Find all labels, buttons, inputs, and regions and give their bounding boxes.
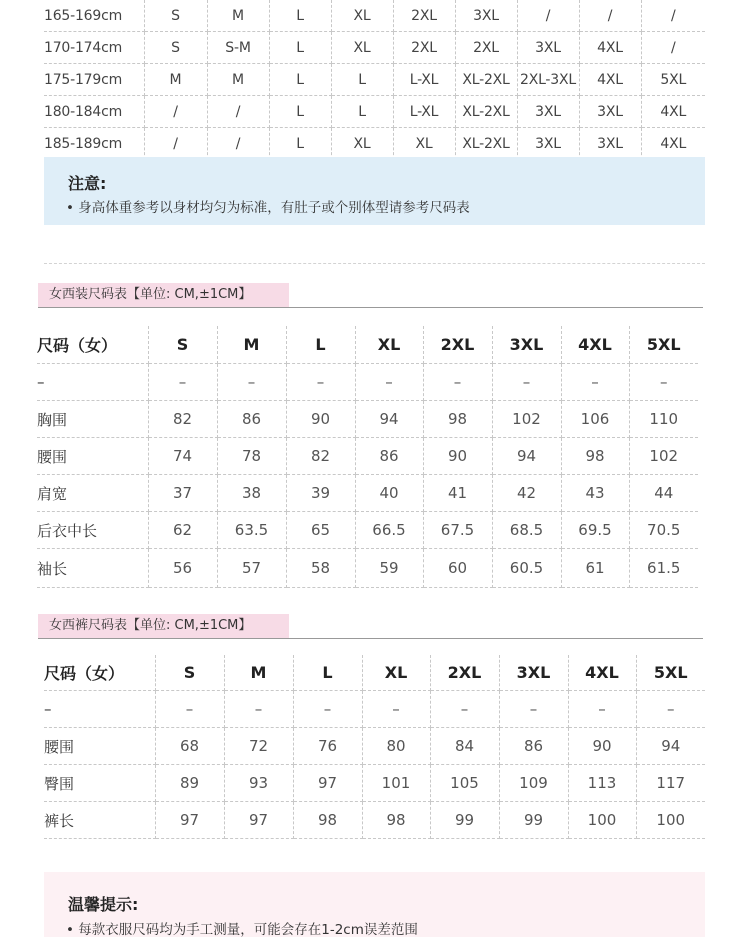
notice-box [44, 157, 705, 225]
table-cell: 175-179cm [44, 64, 144, 96]
table-cell: L [331, 64, 393, 96]
table-cell: 39 [286, 475, 355, 512]
table-cell: 102 [492, 401, 561, 438]
table-cell: – [362, 691, 430, 728]
table-cell: 78 [217, 438, 286, 475]
table-cell: 72 [224, 728, 293, 765]
table-cell: 109 [499, 765, 568, 802]
table-cell: – [629, 364, 698, 401]
table-cell: L [269, 96, 331, 128]
table-cell: 80 [362, 728, 430, 765]
table-cell: / [641, 32, 705, 64]
header-cell: M [217, 326, 286, 364]
table-row [44, 0, 705, 32]
section-divider [38, 638, 703, 639]
table-cell: 165-169cm [44, 0, 144, 32]
table-cell: 59 [355, 549, 423, 588]
table-cell: L [331, 96, 393, 128]
table-cell: / [517, 0, 579, 32]
table-cell: / [207, 128, 269, 160]
table-cell: 98 [423, 401, 492, 438]
table-cell: 110 [629, 401, 698, 438]
table-cell: 40 [355, 475, 423, 512]
table-cell: 66.5 [355, 512, 423, 549]
table-cell: – [217, 364, 286, 401]
table-cell: – [423, 364, 492, 401]
tips-box [44, 872, 705, 937]
header-cell: 3XL [499, 655, 568, 691]
table-cell: 腰围 [37, 438, 148, 475]
table-cell: 86 [217, 401, 286, 438]
header-cell: XL [355, 326, 423, 364]
table-cell: XL [331, 0, 393, 32]
table-cell: 2XL [455, 32, 517, 64]
table-row [37, 438, 698, 475]
table-cell: 61 [561, 549, 629, 588]
table-cell: – [636, 691, 705, 728]
table-cell: 42 [492, 475, 561, 512]
table-cell: S-M [207, 32, 269, 64]
table-cell: L [269, 64, 331, 96]
table-cell: 袖长 [37, 549, 148, 588]
table-cell: 37 [148, 475, 217, 512]
table-cell: – [430, 691, 499, 728]
table-cell: – [286, 364, 355, 401]
header-cell: 4XL [561, 326, 629, 364]
table-cell: – [561, 364, 629, 401]
table-cell: M [207, 0, 269, 32]
table-cell: 98 [293, 802, 362, 839]
table-cell: – [44, 691, 155, 728]
table-cell: 57 [217, 549, 286, 588]
notice-title: 注意: [68, 174, 107, 193]
table-cell: L [269, 0, 331, 32]
table-cell: 100 [636, 802, 705, 839]
table-row [44, 96, 705, 128]
table-cell: 41 [423, 475, 492, 512]
header-cell: 3XL [492, 326, 561, 364]
table-row [44, 802, 705, 839]
table-row [37, 512, 698, 549]
table-cell: – [568, 691, 636, 728]
table-cell: 90 [423, 438, 492, 475]
table-cell: – [499, 691, 568, 728]
table-cell: 98 [561, 438, 629, 475]
table-cell: 90 [568, 728, 636, 765]
header-cell: 尺码（女） [37, 326, 148, 364]
table-cell: / [144, 96, 207, 128]
tips-item: • 每款衣服尺码均为手工测量，可能会存在1-2cm误差范围 [66, 922, 418, 938]
table-cell: M [207, 64, 269, 96]
table-row [37, 549, 698, 588]
table-cell: 90 [286, 401, 355, 438]
table-cell: XL-2XL [455, 128, 517, 160]
table-cell: 69.5 [561, 512, 629, 549]
pants-size-table [44, 655, 705, 839]
table-cell: 82 [286, 438, 355, 475]
table-cell: 63.5 [217, 512, 286, 549]
table-cell: 5XL [641, 64, 705, 96]
table-row [44, 64, 705, 96]
table-cell: 裤长 [44, 802, 155, 839]
table-cell: 60.5 [492, 549, 561, 588]
table-cell: 2XL-3XL [517, 64, 579, 96]
table-cell: 3XL [455, 0, 517, 32]
table-cell: 89 [155, 765, 224, 802]
table-cell: 97 [293, 765, 362, 802]
table-cell: L-XL [393, 64, 455, 96]
table-cell: 68.5 [492, 512, 561, 549]
table-cell: L [269, 32, 331, 64]
table-cell: 70.5 [629, 512, 698, 549]
table-cell: 胸围 [37, 401, 148, 438]
table-cell: 4XL [579, 64, 641, 96]
table-cell: 97 [224, 802, 293, 839]
table-cell: XL-2XL [455, 96, 517, 128]
table-cell: 93 [224, 765, 293, 802]
table-cell: XL [331, 128, 393, 160]
table-cell: 100 [568, 802, 636, 839]
table-cell: 3XL [579, 96, 641, 128]
table-header-row [44, 655, 705, 691]
header-cell: XL [362, 655, 430, 691]
table-cell: 99 [430, 802, 499, 839]
table-row [37, 475, 698, 512]
table-cell: 腰围 [44, 728, 155, 765]
table-cell: 3XL [579, 128, 641, 160]
table-cell: 4XL [641, 96, 705, 128]
header-cell: 尺码（女） [44, 655, 155, 691]
table-row [44, 32, 705, 64]
header-cell: 5XL [629, 326, 698, 364]
table-cell: 102 [629, 438, 698, 475]
table-row [37, 401, 698, 438]
table-cell: 74 [148, 438, 217, 475]
table-cell: 61.5 [629, 549, 698, 588]
table-cell: 60 [423, 549, 492, 588]
table-cell: – [492, 364, 561, 401]
pants-section-title: 女西裤尺码表【单位: CM,±1CM】 [38, 614, 289, 638]
table-cell: M [144, 64, 207, 96]
table-row [44, 691, 705, 728]
table-cell: L-XL [393, 96, 455, 128]
table-cell: 44 [629, 475, 698, 512]
table-cell: 62 [148, 512, 217, 549]
table-cell: 68 [155, 728, 224, 765]
table-header-row [37, 326, 698, 364]
table-row [44, 765, 705, 802]
table-cell: 2XL [393, 32, 455, 64]
table-cell: – [224, 691, 293, 728]
table-cell: 56 [148, 549, 217, 588]
table-cell: 180-184cm [44, 96, 144, 128]
table-cell: 98 [362, 802, 430, 839]
suit-size-table [37, 326, 698, 588]
header-cell: S [155, 655, 224, 691]
table-cell: XL [331, 32, 393, 64]
header-cell: 5XL [636, 655, 705, 691]
table-cell: / [144, 128, 207, 160]
table-cell: 99 [499, 802, 568, 839]
table-cell: 67.5 [423, 512, 492, 549]
header-cell: 2XL [430, 655, 499, 691]
table-cell: 86 [355, 438, 423, 475]
table-cell: / [579, 0, 641, 32]
table-cell: 58 [286, 549, 355, 588]
table-cell: 94 [355, 401, 423, 438]
divider [44, 263, 705, 264]
table-cell: 170-174cm [44, 32, 144, 64]
table-cell: – [293, 691, 362, 728]
table-row [44, 128, 705, 160]
table-cell: 76 [293, 728, 362, 765]
table-cell: – [355, 364, 423, 401]
table-cell: / [207, 96, 269, 128]
table-cell: 86 [499, 728, 568, 765]
table-cell: 113 [568, 765, 636, 802]
notice-item: • 身高体重参考以身材均匀为标准，有肚子或个别体型请参考尺码表 [66, 200, 470, 216]
table-cell: 38 [217, 475, 286, 512]
table-cell: 3XL [517, 128, 579, 160]
table-cell: XL-2XL [455, 64, 517, 96]
table-cell: 3XL [517, 96, 579, 128]
table-cell: 185-189cm [44, 128, 144, 160]
header-cell: 2XL [423, 326, 492, 364]
header-cell: L [286, 326, 355, 364]
table-cell: – [155, 691, 224, 728]
table-cell: S [144, 0, 207, 32]
table-cell: 4XL [641, 128, 705, 160]
table-row [44, 728, 705, 765]
table-row [37, 364, 698, 401]
table-cell: 84 [430, 728, 499, 765]
table-cell: / [641, 0, 705, 32]
table-cell: 94 [636, 728, 705, 765]
table-cell: 101 [362, 765, 430, 802]
suit-section-title: 女西装尺码表【单位: CM,±1CM】 [38, 283, 289, 307]
header-cell: L [293, 655, 362, 691]
table-cell: 94 [492, 438, 561, 475]
height-size-table [44, 0, 705, 160]
table-cell: – [148, 364, 217, 401]
table-cell: 65 [286, 512, 355, 549]
header-cell: S [148, 326, 217, 364]
tips-title: 温馨提示: [68, 895, 139, 914]
header-cell: M [224, 655, 293, 691]
table-cell: 2XL [393, 0, 455, 32]
table-cell: L [269, 128, 331, 160]
table-cell: 82 [148, 401, 217, 438]
table-cell: 105 [430, 765, 499, 802]
table-cell: 97 [155, 802, 224, 839]
table-cell: 4XL [579, 32, 641, 64]
table-cell: 臀围 [44, 765, 155, 802]
header-cell: 4XL [568, 655, 636, 691]
table-cell: 117 [636, 765, 705, 802]
table-cell: 后衣中长 [37, 512, 148, 549]
table-cell: – [37, 364, 148, 401]
table-cell: XL [393, 128, 455, 160]
table-cell: S [144, 32, 207, 64]
table-cell: 3XL [517, 32, 579, 64]
section-divider [38, 307, 703, 308]
table-cell: 43 [561, 475, 629, 512]
table-cell: 106 [561, 401, 629, 438]
table-cell: 肩宽 [37, 475, 148, 512]
